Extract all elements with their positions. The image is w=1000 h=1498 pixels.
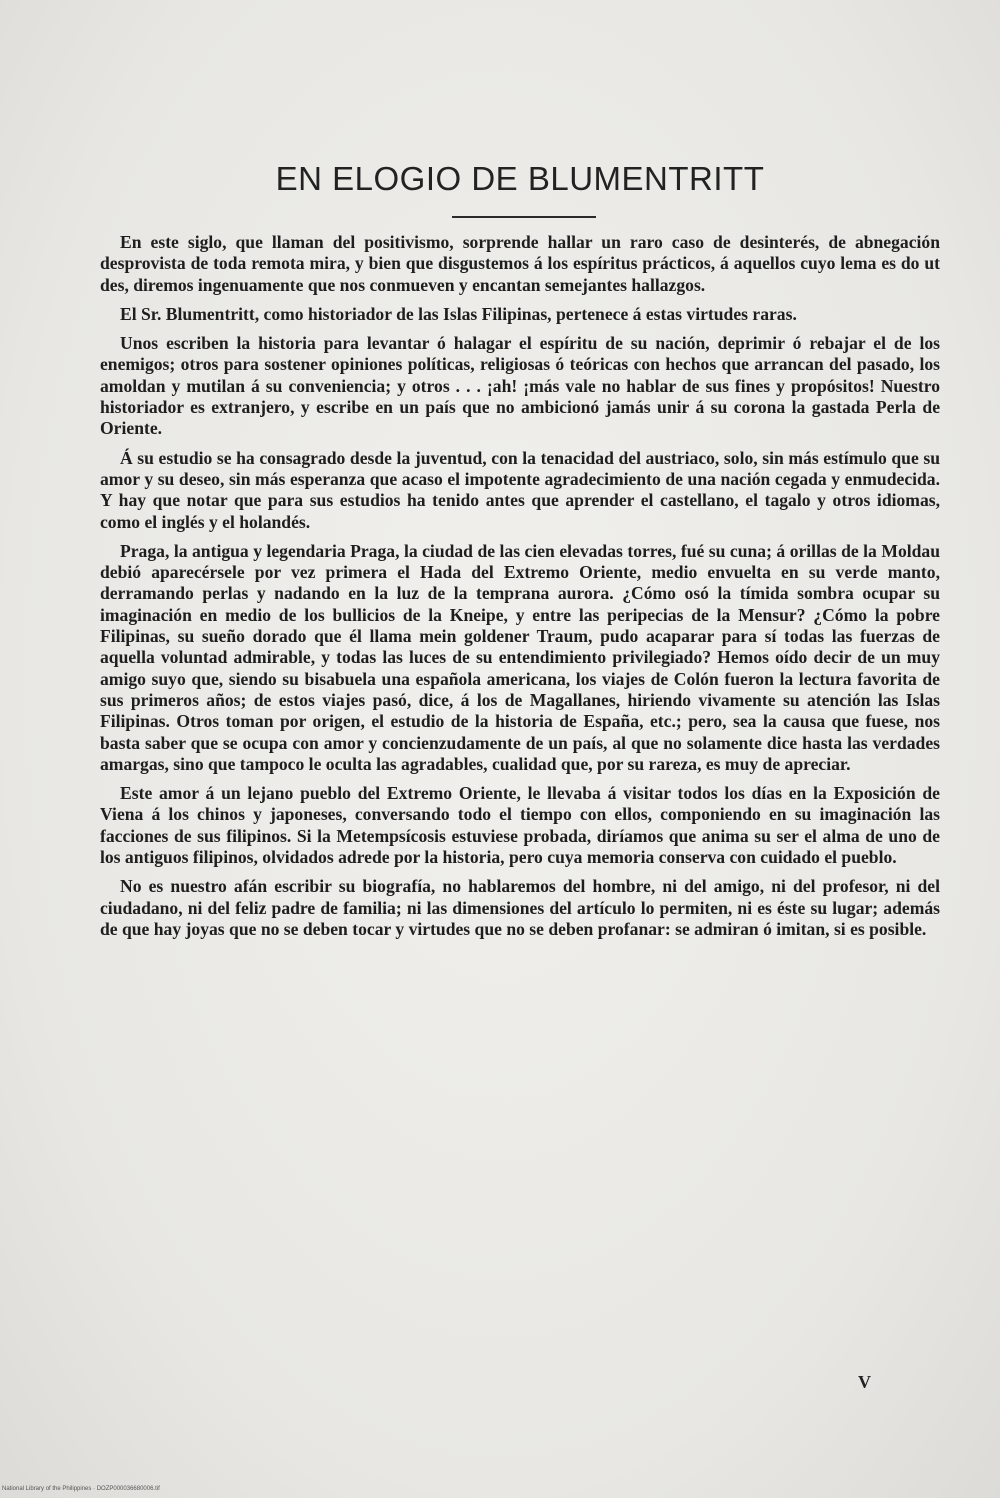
paragraph: No es nuestro afán escribir su biografía, no hablaremos del hombre, ni del amigo, ni del profesor, ni del ciudadano, ni del feliz padre de familia; ni las dimensiones del artículo lo permiten, ni es éste su lugar; además de que hay joyas que no se deben tocar y virtudes que no se deben profanar: se admiran ó imitan, si es posible. bbox=[100, 876, 940, 939]
page-title: EN ELOGIO DE BLUMENTRITT bbox=[275, 160, 765, 197]
page-number: V bbox=[858, 1372, 871, 1392]
paragraph: Este amor á un lejano pueblo del Extremo Oriente, le llevaba á visitar todos los días en la Exposición de Viena á los chinos y japoneses, conversando todo el tiempo con ellos, componiendo en su imaginación las facciones de sus filipinos. Si la Metempsícosis estuviese probada, diríamos que anima su ser el alma de uno de los antiguos filipinos, olvidados adrede por la historia, pero cuya memoria conserva con cuidado el pueblo. bbox=[100, 783, 940, 868]
paragraph: Unos escriben la historia para levantar ó halagar el espíritu de su nación, deprimir ó rebajar el de los enemigos; otros para sostener opiniones políticas, religiosas ó teóricas con hechos que arrancan del pasado, los amoldan y mutilan á su conveniencia; y otros . . . ¡ah! ¡más vale no hablar de sus fines y propósitos! Nuestro historiador es extranjero, y escribe en un país que no ambicionó jamás unir á su corona la gastada Perla de Oriente. bbox=[100, 333, 940, 439]
paragraph: Á su estudio se ha consagrado desde la juventud, con la tenacidad del austriaco, solo, sin más estímulo que su amor y su deseo, sin más esperanza que acaso el impotente agradecimiento de una nación cegada y enmudecida. Y hay que notar que para sus estudios ha tenido antes que aprender el castellano, el tagalo y otros idiomas, como el inglés y el holandés. bbox=[100, 447, 940, 532]
scan-credit: National Library of the Philippines · DOZP000036680006.tif bbox=[2, 1486, 160, 1492]
article-body bbox=[100, 232, 940, 948]
paragraph: Praga, la antigua y legendaria Praga, la ciudad de las cien elevadas torres, fué su cuna; á orillas de la Moldau debió aparecérsele por vez primera el Hada del Extremo Oriente, medio envuelta en su verde manto, derramando perlas y nadando en la luz de la temprana aurora. ¿Cómo osó la tímida sombra ocupar su imaginación en medio de los bullicios de la Kneipe, y entre las peripecias de la Mensur? ¿Cómo la pobre Filipinas, su sueño dorado que él llama mein goldener Traum, pudo acaparar para sí todas las fuerzas de aquella voluntad admirable, y todas las luces de su entendimiento privilegiado? Hemos oído decir de un muy amigo suyo que, siendo su bisabuela una española americana, los viajes de Colón fueron la lectura favorita de sus primeros años; de estos viajes pasó, dice, á los de Magallanes, hiriendo vivamente su atención las Islas Filipinas. Otros toman por origen, el estudio de la historia de España, etc.; pero, sea la causa que fuese, nos basta saber que se ocupa con amor y concienzudamente de un país, al que no solamente dice hasta las verdades amargas, sino que tampoco le oculta las agradables, cualidad que, por su rareza, es muy de apreciar. bbox=[100, 540, 940, 774]
paragraph: El Sr. Blumentritt, como historiador de las Islas Filipinas, pertenece á estas virtudes raras. bbox=[120, 303, 797, 324]
title-underline-divider bbox=[452, 216, 596, 218]
paragraph: En este siglo, que llaman del positivismo, sorprende hallar un raro caso de desinterés, de abnegación desprovista de toda remota mira, y bien que disgustemos á los espíritus prácticos, á aquellos cuyo lema es do ut des, diremos ingenuamente que nos conmueven y encantan semejantes hallazgos. bbox=[100, 232, 940, 295]
